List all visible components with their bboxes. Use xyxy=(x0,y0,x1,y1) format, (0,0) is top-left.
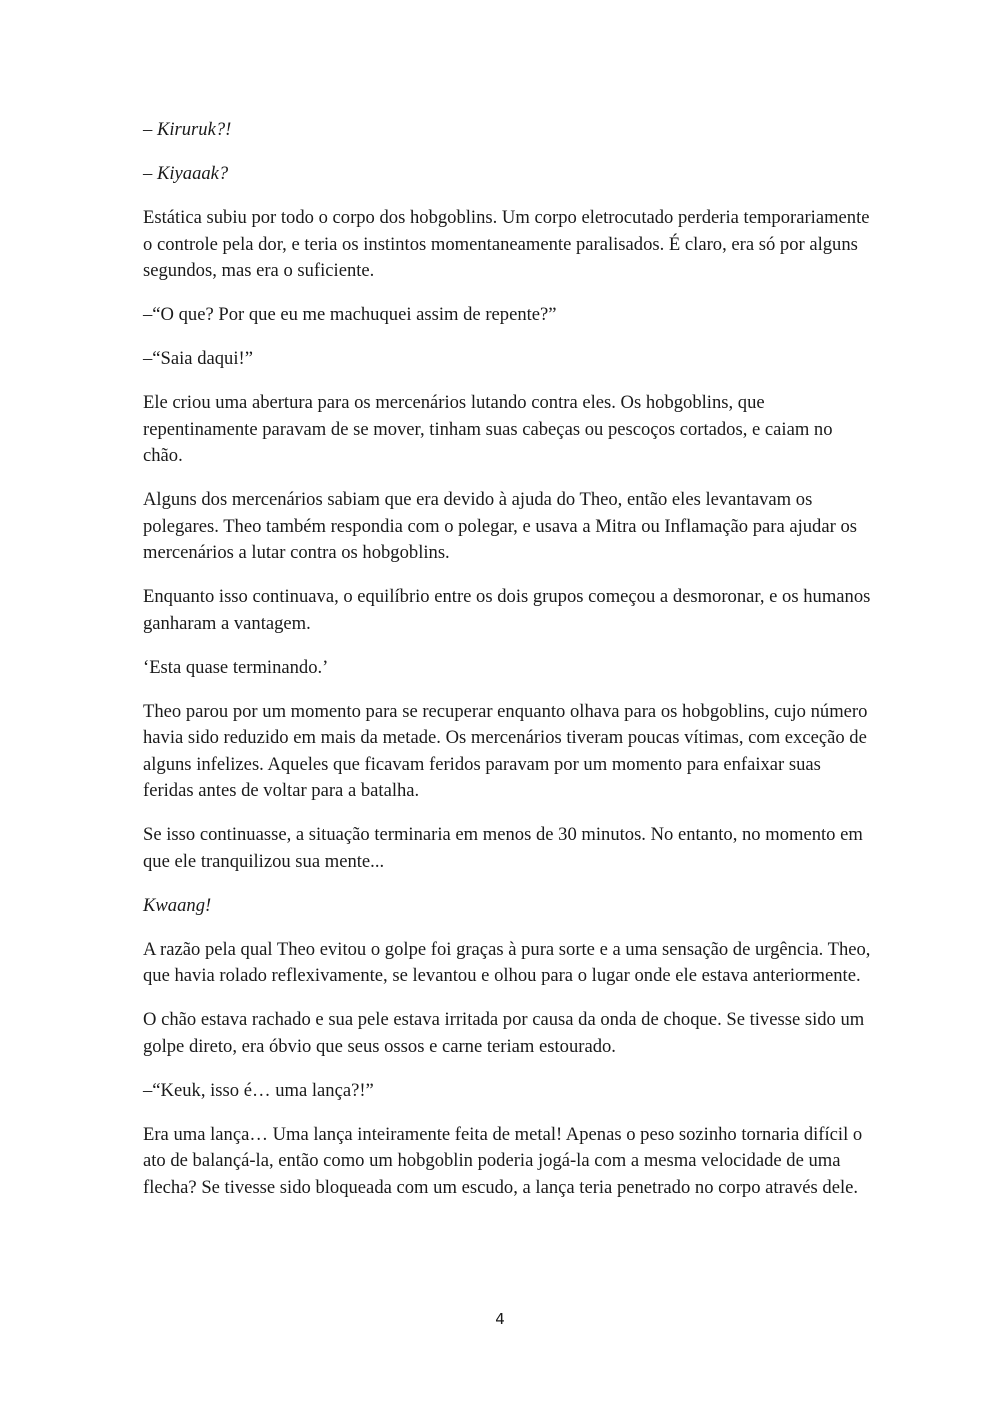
dialogue-line: – Kiruruk?! xyxy=(143,119,232,140)
paragraph: Enquanto isso continuava, o equilíbrio entre os dois grupos começou a desmoronar, e os humanos ganharam a vantagem. xyxy=(143,586,871,634)
paragraph: Estática subiu por todo o corpo dos hobgoblins. Um corpo eletrocutado perderia temporariamente o controle pela dor, e teria os instintos momentaneamente paralisados. É claro, era só por alguns segundos, mas era o suficiente. xyxy=(143,207,870,281)
body-text xyxy=(143,117,873,1219)
dialogue-line: –“Saia daqui!” xyxy=(143,348,253,369)
dialogue-line: – Kiyaaak? xyxy=(143,163,229,184)
paragraph: Era uma lança… Uma lança inteiramente feita de metal! Apenas o peso sozinho tornaria difícil o ato de balançá-la, então como um hobgoblin poderia jogá-la com a mesma velocidade de uma flecha? Se tivesse sido bloqueada com um escudo, a lança teria penetrado no corpo através dele. xyxy=(143,1123,863,1198)
dialogue-line: –“Keuk, isso é… uma lança?!” xyxy=(143,1079,374,1101)
dialogue-line: –“O que? Por que eu me machuquei assim de repente?” xyxy=(143,304,557,325)
paragraph: Alguns dos mercenários sabiam que era devido à ajuda do Theo, então eles levantavam os polegares. Theo também respondia com o polegar, e usava a Mitra ou Inflamação para ajudar os mercenários a lutar contra os hobgoblins. xyxy=(143,489,857,563)
paragraph: Se isso continuasse, a situação terminaria em menos de 30 minutos. No entanto, no momento em que ele tranquilizou sua mente... xyxy=(143,824,863,872)
paragraph: A razão pela qual Theo evitou o golpe foi graças à pura sorte e a uma sensação de urgência. Theo, que havia rolado reflexivamente, se levantou e olhou para o lugar onde ele estava anteriormente. xyxy=(143,938,871,986)
page-number: 4 xyxy=(495,1310,505,1328)
thought-line: ‘Esta quase terminando.’ xyxy=(143,656,329,678)
sound-effect: Kwaang! xyxy=(143,894,212,916)
paragraph: Theo parou por um momento para se recuperar enquanto olhava para os hobgoblins, cujo número havia sido reduzido em mais da metade. Os mercenários tiveram poucas vítimas, com exceção de alguns infelizes. Aqueles que ficavam feridos paravam por um momento para enfaixar suas feridas antes de voltar para a batalha. xyxy=(143,700,868,801)
paragraph: O chão estava rachado e sua pele estava irritada por causa da onda de choque. Se tivesse sido um golpe direto, era óbvio que seus ossos e carne teriam estourado. xyxy=(143,1009,865,1057)
paragraph: Ele criou uma abertura para os mercenários lutando contra eles. Os hobgoblins, que repentinamente paravam de se mover, tinham suas cabeças ou pescoços cortados, e caiam no chão. xyxy=(143,392,833,466)
